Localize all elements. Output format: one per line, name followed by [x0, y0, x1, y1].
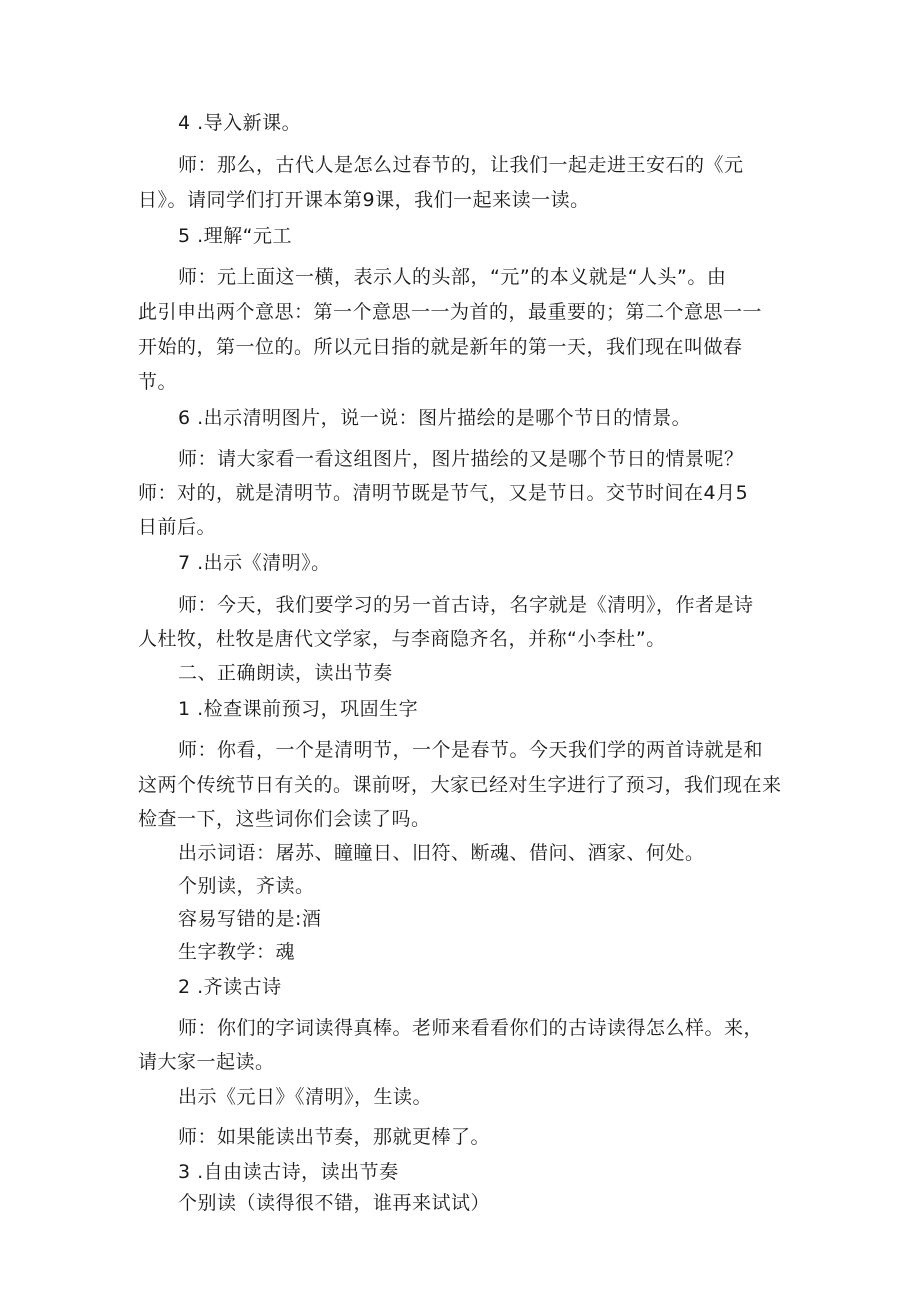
- section-heading-7: 7 .出示《清明》。: [178, 552, 331, 574]
- paragraph-line: 开始的，第一位的。所以元日指的就是新年的第一天，我们现在叫做春: [138, 336, 743, 358]
- paragraph-line: 日》。请同学们打开课本第9课，我们一起来读一读。: [138, 189, 590, 211]
- paragraph-line: 师：元上面这一横，表示人的头部，“元”的本义就是“人头”。由: [178, 266, 727, 288]
- section-heading-1: 1 .检查课前预习，巩固生字: [178, 698, 419, 720]
- paragraph-line: 出示《元日》《清明》，生读。: [178, 1086, 433, 1108]
- section-heading-4: 4 .导入新课。: [178, 112, 302, 134]
- paragraph-line: 师：请大家看一看这组图片，图片描绘的又是哪个节日的情景呢？: [178, 448, 744, 470]
- section-heading-3: 3 .自由读古诗，读出节奏: [178, 1161, 399, 1183]
- paragraph-line: 容易写错的是:酒: [178, 908, 322, 930]
- paragraph-line: 师：你看，一个是清明节，一个是春节。今天我们学的两首诗就是和: [178, 739, 764, 761]
- section-title-2: 二、正确朗读，读出节奏: [178, 662, 393, 684]
- paragraph-line: 此引申出两个意思：第一个意思一一为首的，最重要的；第二个意思一一: [138, 301, 763, 323]
- paragraph-line: 请大家一起读。: [138, 1051, 275, 1073]
- paragraph-line: 个别读（读得很不错，谁再来试试）: [178, 1192, 491, 1214]
- paragraph-line: 师：对的，就是清明节。清明节既是节气，又是节日。交节时间在4月5: [138, 482, 749, 504]
- paragraph-line: 师：如果能读出节奏，那就更棒了。: [178, 1126, 491, 1148]
- paragraph-line: 师：你们的字词读得真棒。老师来看看你们的古诗读得怎么样。来，: [178, 1017, 764, 1039]
- paragraph-line: 人杜牧，杜牧是唐代文学家，与李商隐齐名，并称“小李杜”。: [138, 628, 666, 650]
- vocabulary-line: 出示词语：屠苏、瞳瞳日、旧符、断魂、借问、酒家、何处。: [178, 842, 705, 864]
- section-heading-5: 5 .理解“元工: [178, 225, 293, 247]
- paragraph-line: 检查一下，这些词你们会读了吗。: [138, 808, 431, 830]
- paragraph-line: 个别读，齐读。: [178, 875, 315, 897]
- section-heading-6: 6 .出示清明图片，说一说：图片描绘的是哪个节日的情景。: [178, 407, 692, 429]
- paragraph-line: 师：那么，古代人是怎么过春节的，让我们一起走进王安石的《元: [178, 154, 744, 176]
- section-heading-2: 2 .齐读古诗: [178, 976, 282, 998]
- paragraph-line: 节。: [138, 371, 178, 393]
- paragraph-line: 师：今天，我们要学习的另一首古诗，名字就是《清明》，作者是诗: [178, 594, 754, 616]
- paragraph-line: 生字教学：魂: [178, 941, 296, 963]
- paragraph-line: 日前后。: [138, 516, 217, 538]
- paragraph-line: 这两个传统节日有关的。课前呀，大家已经对生字进行了预习，我们现在来: [138, 774, 782, 796]
